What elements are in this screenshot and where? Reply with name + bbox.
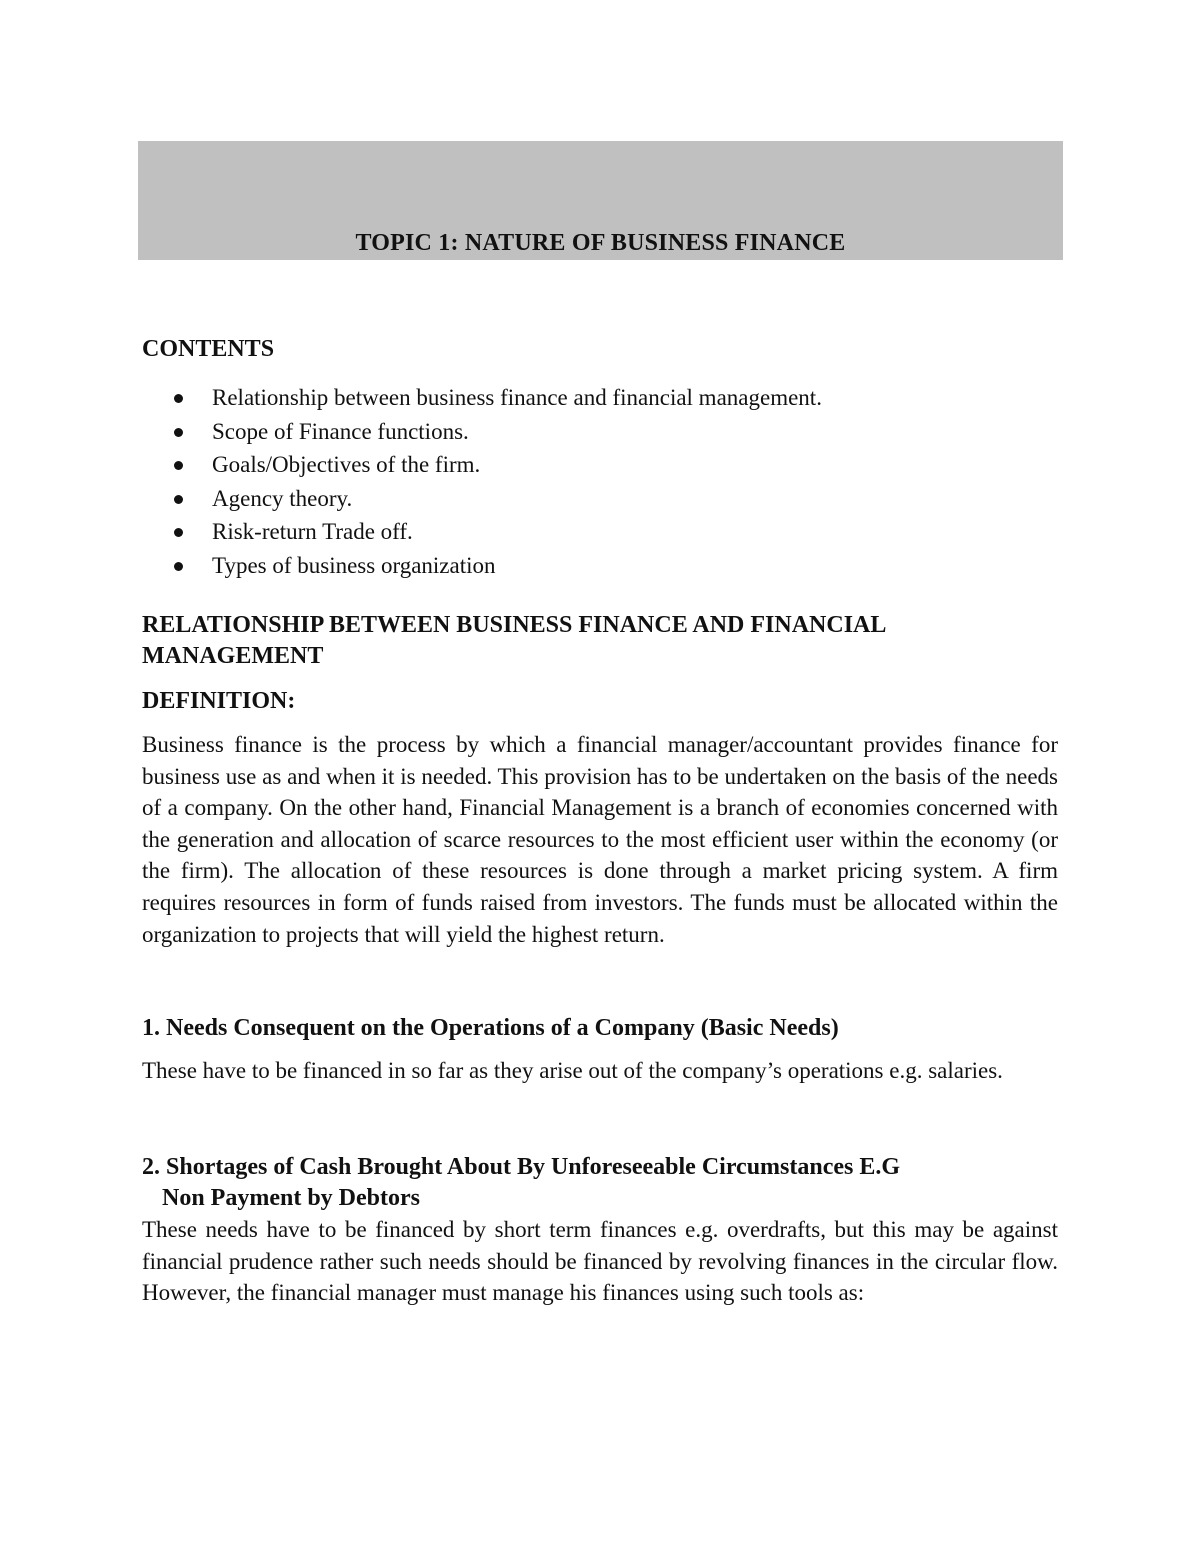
relationship-heading: RELATIONSHIP BETWEEN BUSINESS FINANCE AND FINANCIAL MANAGEMENT bbox=[142, 612, 886, 669]
title-band bbox=[138, 141, 1063, 260]
list-item-text: Scope of Finance functions. bbox=[212, 418, 469, 444]
bullet-icon bbox=[174, 461, 183, 470]
list-item-text: Agency theory. bbox=[212, 485, 353, 511]
bullet-icon bbox=[174, 394, 183, 403]
section-2-heading bbox=[142, 1152, 1058, 1214]
list-item-text: Types of business organization bbox=[212, 552, 496, 578]
section-2-heading-line-1: 2. Shortages of Cash Brought About By Unforeseeable Circumstances E.G bbox=[142, 1154, 901, 1180]
section-1-paragraph: These have to be financed in so far as they arise out of the company’s operations e.g. salaries. bbox=[142, 1058, 1003, 1083]
list-item bbox=[174, 415, 1074, 449]
contents-list bbox=[174, 381, 1074, 583]
list-item-text: Risk-return Trade off. bbox=[212, 519, 413, 545]
list-item bbox=[174, 448, 1074, 482]
section-1-heading: 1. Needs Consequent on the Operations of a Company (Basic Needs) bbox=[142, 1015, 839, 1041]
section-2-heading-line-2: Non Payment by Debtors bbox=[162, 1185, 420, 1211]
bullet-icon bbox=[174, 495, 183, 504]
page-title: TOPIC 1: NATURE OF BUSINESS FINANCE bbox=[355, 230, 846, 256]
contents-heading: CONTENTS bbox=[142, 336, 275, 362]
bullet-icon bbox=[174, 562, 183, 571]
definition-heading: DEFINITION: bbox=[142, 688, 296, 714]
definition-paragraph: Business finance is the process by which a financial manager/accountant provides finance for business use as and when it is needed. This provision has to be undertaken on the basis of the needs of a company. On the other hand, Financial Management is a branch of economies concerned with the generation and allocation of scarce resources to the most efficient user within the economy (or the firm). The allocation of these resources is done through a market pricing system. A firm requires resources in form of funds raised from investors. The funds must be allocated within the organization to projects that will yield the highest return. bbox=[142, 732, 1058, 947]
list-item-text: Relationship between business finance and financial management. bbox=[212, 385, 822, 410]
list-item bbox=[174, 482, 1074, 516]
section-2-paragraph: These needs have to be financed by short term finances e.g. overdrafts, but this may be against financial prudence rather such needs should be financed by revolving finances in the circular flow. However, the financial manager must manage his finances using such tools as: bbox=[142, 1217, 1058, 1306]
bullet-icon bbox=[174, 428, 183, 437]
list-item-text: Goals/Objectives of the firm. bbox=[212, 452, 481, 478]
list-item bbox=[174, 515, 1074, 549]
bullet-icon bbox=[174, 528, 183, 537]
list-item bbox=[174, 381, 1074, 415]
list-item bbox=[174, 549, 1074, 583]
